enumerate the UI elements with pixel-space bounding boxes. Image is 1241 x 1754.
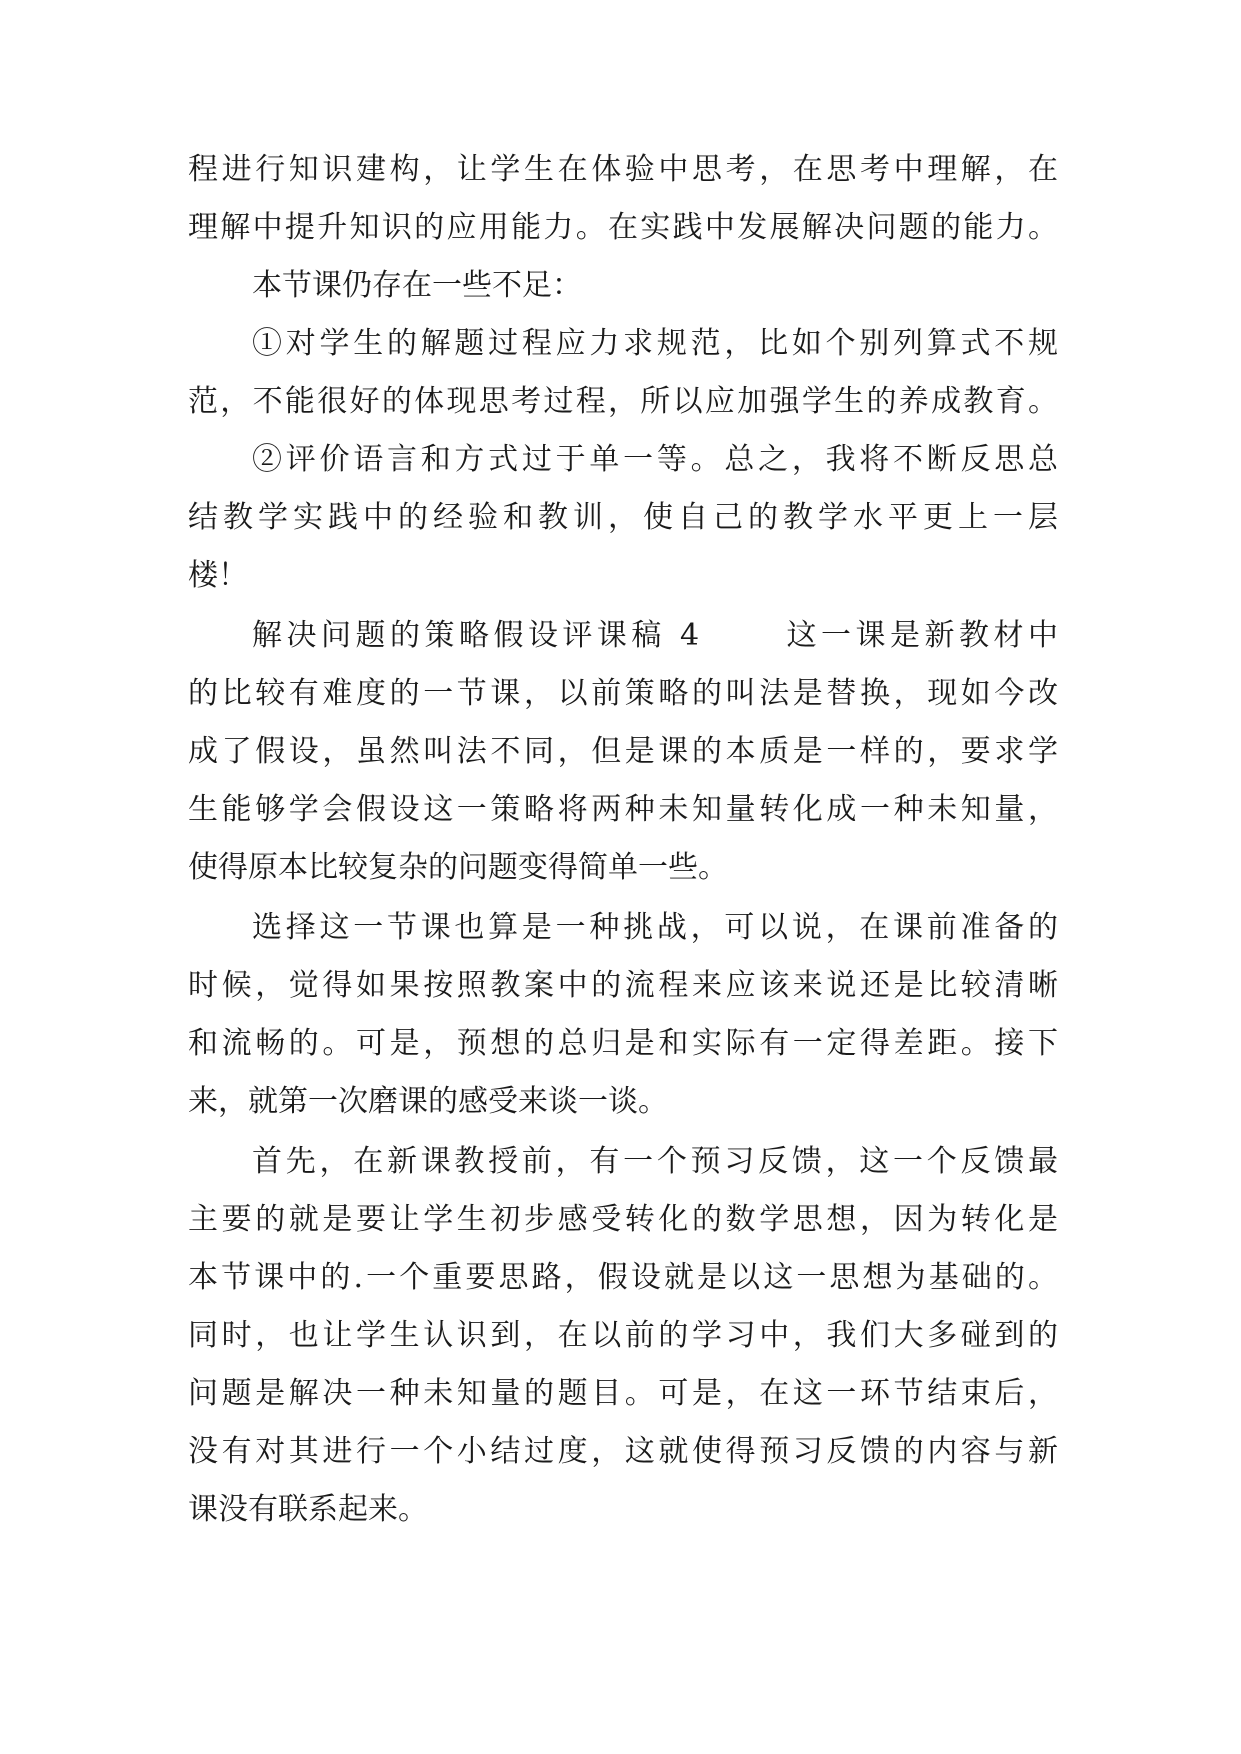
text-line: 主要的就是要让学生初步感受转化的数学思想，因为转化是 bbox=[188, 1202, 1058, 1237]
text-line: 范，不能很好的体现思考过程，所以应加强学生的养成教育。 bbox=[188, 384, 1058, 419]
text-line: ①对学生的解题过程应力求规范，比如个别列算式不规 bbox=[252, 326, 1058, 361]
text-line: 使得原本比较复杂的问题变得简单一些。 bbox=[188, 850, 728, 885]
text-line: 程进行知识建构，让学生在体验中思考，在思考中理解，在 bbox=[188, 152, 1058, 187]
text-line: 的比较有难度的一节课，以前策略的叫法是替换，现如今改 bbox=[188, 676, 1058, 711]
text-line: ②评价语言和方式过于单一等。总之，我将不断反思总 bbox=[252, 442, 1058, 477]
text-line: 时候，觉得如果按照教案中的流程来应该来说还是比较清晰 bbox=[188, 968, 1058, 1003]
text-line: 来，就第一次磨课的感受来谈一谈。 bbox=[188, 1084, 668, 1119]
text-line: 本节课仍存在一些不足： bbox=[252, 268, 582, 303]
text-line: 课没有联系起来。 bbox=[188, 1492, 428, 1527]
text-line: 结教学实践中的经验和教训，使自己的教学水平更上一层 bbox=[188, 500, 1058, 535]
text-line: 本节课中的.一个重要思路，假设就是以这一思想为基础的。 bbox=[188, 1260, 1058, 1295]
text-line: 解决问题的策略假设评课稿 4 这一课是新教材中 bbox=[252, 618, 1058, 653]
text-line: 首先，在新课教授前，有一个预习反馈，这一个反馈最 bbox=[252, 1144, 1058, 1179]
text-line: 没有对其进行一个小结过度，这就使得预习反馈的内容与新 bbox=[188, 1434, 1058, 1469]
text-line: 同时，也让学生认识到，在以前的学习中，我们大多碰到的 bbox=[188, 1318, 1058, 1353]
text-line: 成了假设，虽然叫法不同，但是课的本质是一样的，要求学 bbox=[188, 734, 1058, 769]
text-line: 生能够学会假设这一策略将两种未知量转化成一种未知量， bbox=[188, 792, 1058, 827]
text-line: 理解中提升知识的应用能力。在实践中发展解决问题的能力。 bbox=[188, 210, 1058, 245]
text-line: 选择这一节课也算是一种挑战，可以说，在课前准备的 bbox=[252, 910, 1058, 945]
text-line: 和流畅的。可是，预想的总归是和实际有一定得差距。接下 bbox=[188, 1026, 1058, 1061]
text-line: 楼！ bbox=[188, 558, 248, 593]
text-line: 问题是解决一种未知量的题目。可是，在这一环节结束后， bbox=[188, 1376, 1058, 1411]
